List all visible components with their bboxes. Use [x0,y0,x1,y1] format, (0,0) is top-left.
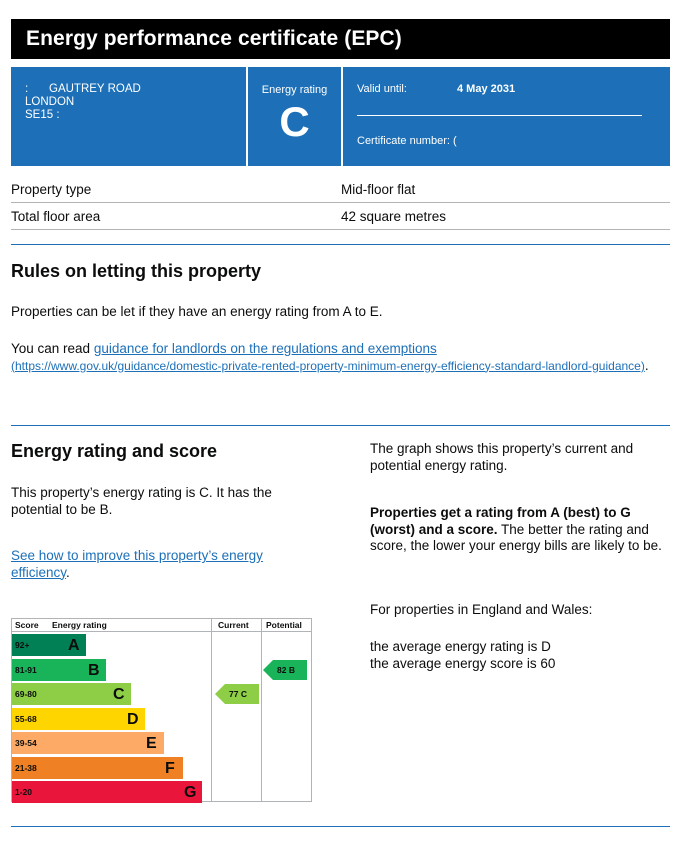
chart-column-divider [261,619,262,801]
guidance-url-link[interactable]: (https://www.gov.uk/guidance/domestic-private-rented-property-minimum-energy-efficiency-standard-landlord-guidance) [11,358,645,373]
rating-explanation-bold: Properties get a rating from A (best) to G (worst) and a score. [370,505,631,537]
band-score-a: 92+ [12,634,47,656]
band-letter-e: E [146,735,157,752]
section-divider [11,244,670,245]
average-score: the average energy score is 60 [370,656,556,671]
improve-suffix: . [66,564,70,580]
band-letter-d: D [127,710,139,728]
band-bar-f [47,757,183,779]
valid-until-date: 4 May 2031 [457,83,516,95]
rating-header: Energy rating [52,620,107,630]
floor-area-key: Total floor area [11,209,101,224]
rules-heading: Rules on letting this property [11,261,262,281]
validity-box [343,67,670,166]
band-score-d: 55-68 [12,708,47,730]
potential-header: Potential [266,620,302,630]
section-divider [11,826,670,827]
address-line-2: LONDON [25,96,75,108]
energy-heading: Energy rating and score [11,441,218,461]
energy-paragraph: This property’s energy rating is C. It has the potential to be B. [11,485,272,517]
england-wales-label: For properties in England and Wales: [370,602,593,617]
page-title: Energy performance certificate (EPC) [26,27,402,50]
improve-efficiency-link[interactable]: See how to improve this property’s energy efficiency [11,548,263,580]
rating-explanation-rest: The better the rating and score, the lower your energy bills are likely to be. [370,521,662,553]
valid-until-label: Valid until: [357,83,407,95]
address-box [11,67,246,166]
certificate-number-label: Certificate number: ( [357,135,457,147]
energy-rating-letter: C [279,98,310,145]
band-letter-g: G [184,784,197,801]
energy-rating-box [248,67,341,166]
band-bar-a [47,634,86,656]
band-score-c: 69-80 [12,683,47,705]
floor-area-row [11,203,670,230]
band-score-f: 21-38 [12,757,47,779]
address-line-3: SE15 : [25,109,60,121]
improve-paragraph [11,548,311,581]
graph-description: The graph shows this property’s current and potential energy rating. [370,441,634,473]
floor-area-value: 42 square metres [341,209,447,224]
property-type-value: Mid-floor flat [341,182,416,197]
band-letter-f: F [165,759,175,777]
band-bar-g [47,781,202,803]
title-bar [11,19,670,59]
score-header: Score [15,620,39,630]
chart-column-divider [211,619,212,801]
band-letter-c: C [113,686,125,703]
property-type-key: Property type [11,182,92,197]
energy-rating-chart [11,618,312,802]
potential-rating-label: 82 B [277,664,295,675]
rating-explanation [370,505,665,555]
guidance-suffix: . [644,357,649,373]
guidance-link[interactable]: guidance for landlords on the regulations and exemptions [93,341,437,356]
band-score-g: 1-20 [12,781,47,803]
energy-rating-label: Energy rating [261,84,328,96]
chart-header-divider [12,631,311,632]
rules-paragraph: Properties can be let if they have an energy rating from A to E. [11,304,383,319]
band-score-e: 39-54 [12,732,47,754]
section-divider [11,425,670,426]
current-header: Current [218,620,249,630]
rules-guidance-paragraph [11,341,661,374]
property-type-row [11,176,670,203]
current-rating-label: 77 C [229,689,247,699]
band-letter-a: A [68,637,80,654]
divider [357,115,642,116]
guidance-prefix: You can read [11,341,94,356]
band-score-b: 81-91 [12,659,47,681]
average-rating: the average energy rating is D [370,639,551,654]
address-line-1: : GAUTREY ROAD [25,83,141,95]
band-letter-b: B [88,661,100,679]
